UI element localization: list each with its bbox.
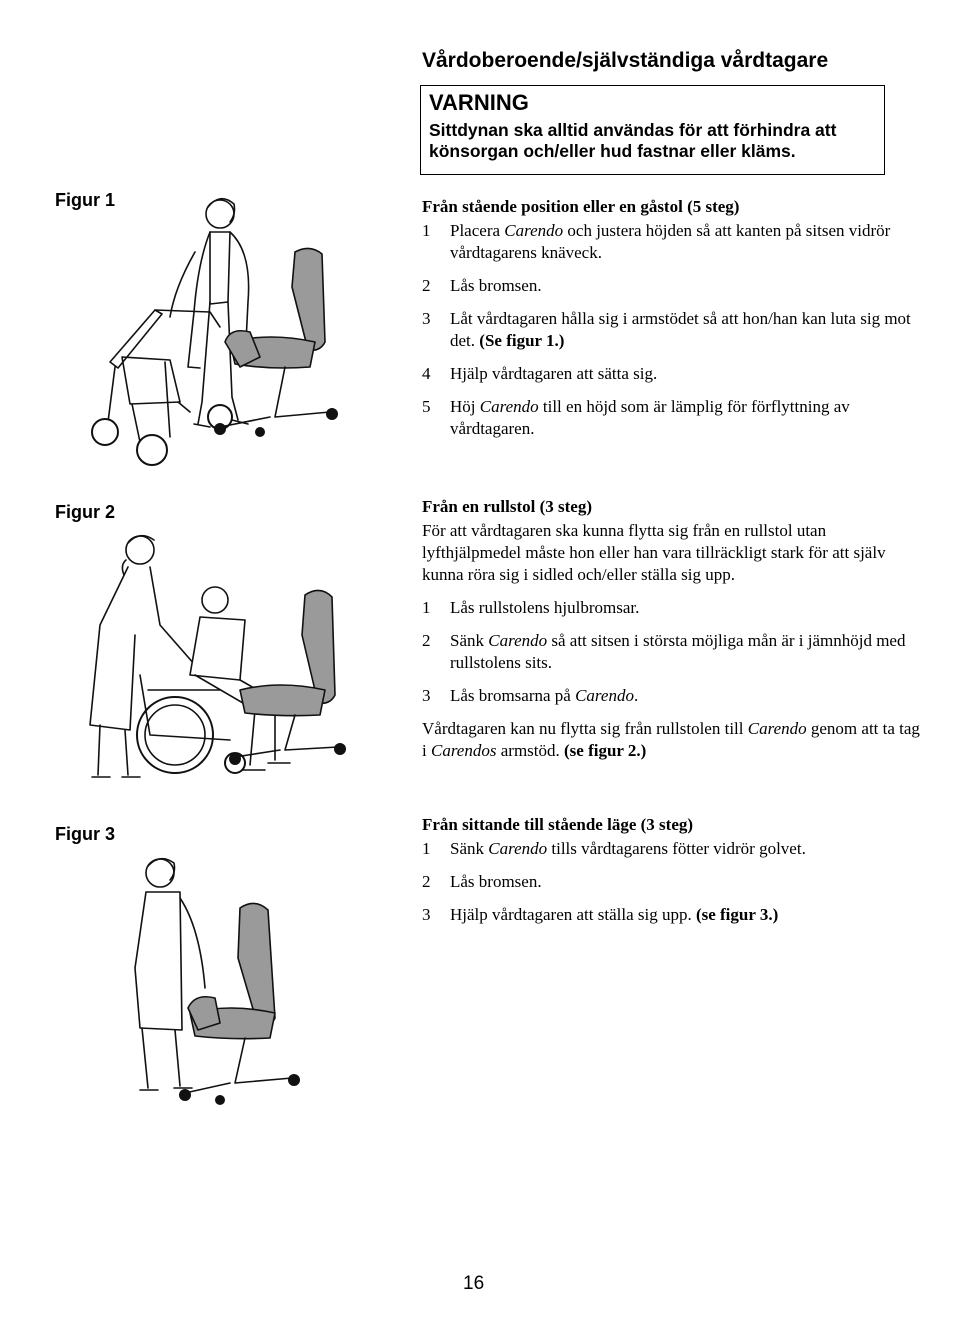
step-item (422, 904, 922, 926)
figure-reference: (se figur 2.) (564, 741, 647, 760)
step-number: 3 (422, 905, 431, 924)
section-sitting (422, 814, 922, 937)
step-number: 2 (422, 631, 431, 650)
step-item (422, 597, 922, 619)
step-number: 1 (422, 598, 431, 617)
step-text: Höj Carendo till en höjd som är lämplig för förflyttning av vårdtagaren. (450, 397, 850, 438)
figure-reference: (Se figur 1.) (479, 331, 565, 350)
step-item (422, 871, 922, 893)
step-item (422, 685, 922, 707)
figure-reference: (se figur 3.) (695, 905, 779, 924)
figure-1-label: Figur 1 (55, 190, 116, 210)
step-text: Lås bromsen. (450, 872, 542, 891)
step-item (422, 838, 922, 860)
section-wheelchair (422, 496, 922, 773)
step-text: Lås bromsarna på Carendo. (450, 686, 639, 705)
section-intro: För att vårdtagaren ska kunna flytta sig från en rullstol utan lyfthjälpmedel måste hon eller han vara tillräckligt stark för att själv kunna röra sig i sidled och/eller ställa sig upp. (422, 521, 886, 584)
step-text: Sänk Carendo tills vårdtagarens fötter vidrör golvet. (450, 839, 806, 858)
figure-1-illustration (70, 192, 370, 477)
step-item (422, 220, 922, 264)
figure-2-label: Figur 2 (55, 502, 116, 522)
section-heading: Från stående position eller en gåstol (5 steg) (422, 197, 740, 216)
section-heading: Från en rullstol (3 steg) (422, 497, 592, 516)
step-item (422, 275, 922, 297)
person-standing-up (135, 859, 205, 1090)
step-number: 5 (422, 397, 431, 416)
section-standing (422, 196, 922, 451)
step-item (422, 363, 922, 385)
step-item (422, 396, 922, 440)
step-number: 2 (422, 276, 431, 295)
step-number: 2 (422, 872, 431, 891)
page-number: 16 (463, 1273, 485, 1294)
warning-heading: VARNING (429, 90, 529, 115)
step-number: 4 (422, 364, 431, 383)
step-text: Låt vårdtagaren hålla sig i armstödet så att hon/han kan luta sig mot det. (Se figur 1.) (450, 309, 911, 350)
step-item (422, 630, 922, 674)
rollator-walker (92, 310, 232, 465)
step-number: 1 (422, 839, 431, 858)
person-standing (170, 199, 249, 427)
figure-2-illustration (70, 525, 370, 785)
warning-box (420, 85, 885, 175)
step-text: Hjälp vårdtagaren att ställa sig upp. (se figur 3.) (450, 905, 779, 924)
step-text: Hjälp vårdtagaren att sätta sig. (450, 364, 658, 383)
step-text: Sänk Carendo så att sitsen i största möjliga mån är i jämnhöjd med rullstolens sits. (450, 631, 906, 672)
step-item (422, 308, 922, 352)
figure-3-illustration (70, 848, 370, 1128)
wheelchair (137, 675, 245, 773)
warning-text: Sittdynan ska alltid användas för att förhindra att könsorgan och/eller hud fastnar eller kläms. (429, 120, 837, 161)
step-text: Lås rullstolens hjulbromsar. (450, 598, 640, 617)
figure-3-label: Figur 3 (55, 824, 116, 844)
page-title: Vårdoberoende/självständiga vårdtagare (422, 49, 829, 72)
step-text: Lås bromsen. (450, 276, 542, 295)
carendo-chair (179, 903, 300, 1105)
section-outro: Vårdtagaren kan nu flytta sig från rullstolen till Carendo genom att ta tag i Carendos armstöd. (se figur 2.) (422, 719, 920, 760)
step-number: 3 (422, 309, 431, 328)
step-number: 3 (422, 686, 431, 705)
step-number: 1 (422, 221, 431, 240)
section-heading: Från sittande till stående läge (3 steg) (422, 815, 694, 834)
carendo-chair (214, 248, 338, 437)
step-text: Placera Carendo och justera höjden så att kanten på sitsen vidrör vårdtagarens knäveck. (450, 221, 891, 262)
carendo-chair (229, 590, 346, 765)
